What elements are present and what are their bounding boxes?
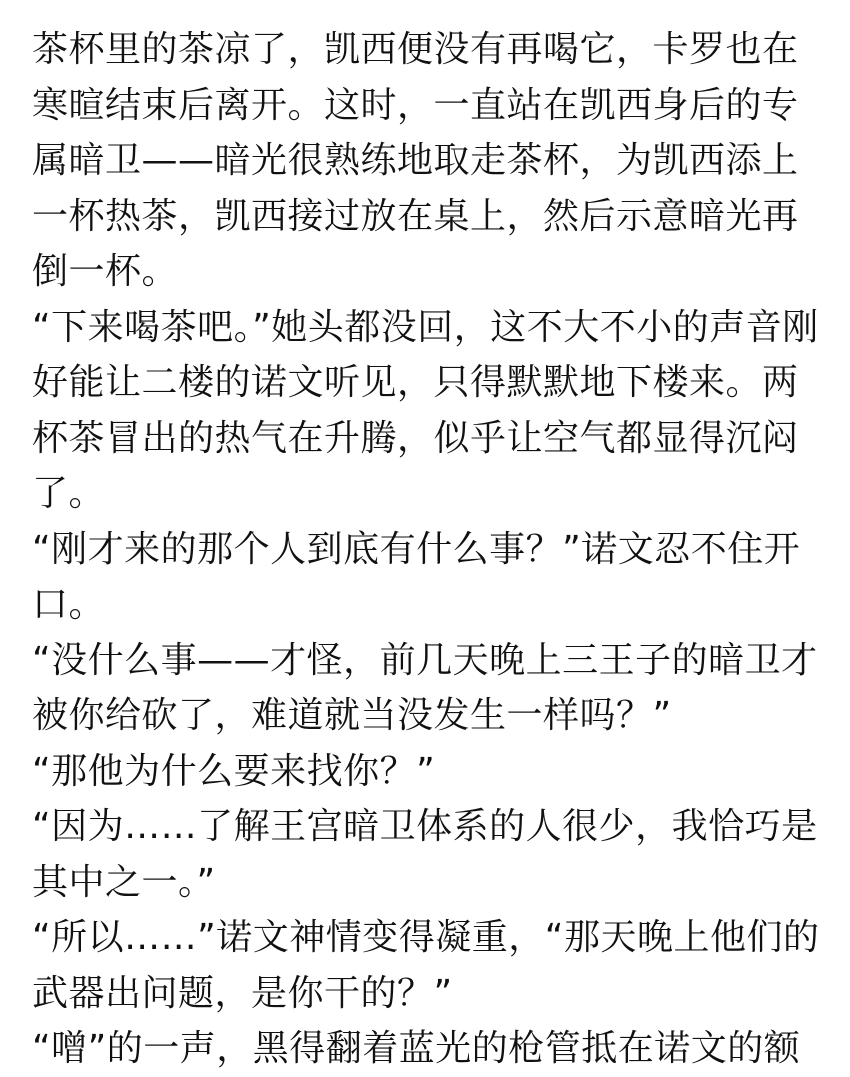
paragraph: “噌”的一声，黑得翻着蓝光的枪管抵在诺文的额 xyxy=(32,1028,801,1069)
paragraph: “因为……了解王宫暗卫体系的人很少，我恰巧是其中之一。” xyxy=(32,806,818,903)
paragraph: 茶杯里的茶凉了，凯西便没有再喝它，卡罗也在寒暄结束后离开。这时，一直站在凯西身后的专属暗卫——暗光很熟练地取走茶杯，为凯西添上一杯热茶，凯西接过放在桌上，然后示意暗光再倒一杯。 xyxy=(32,29,799,292)
paragraph: “那他为什么要来找你？” xyxy=(32,750,436,792)
paragraph: “下来喝茶吧。”她头都没回，这不大不小的声音刚好能让二楼的诺文听见，只得默默地下楼来。两杯茶冒出的热气在升腾，似乎让空气都显得沉闷了。 xyxy=(32,306,819,514)
paragraph: “刚才来的那个人到底有什么事？”诺文忍不住开口。 xyxy=(32,528,801,625)
paragraph: “没什么事——才怪，前几天晚上三王子的暗卫才被你给砍了，难道就当没发生一样吗？” xyxy=(32,639,818,736)
paragraph: “所以……”诺文神情变得凝重，“那天晚上他们的武器出问题，是你干的？” xyxy=(32,917,820,1014)
story-text xyxy=(32,22,822,1077)
